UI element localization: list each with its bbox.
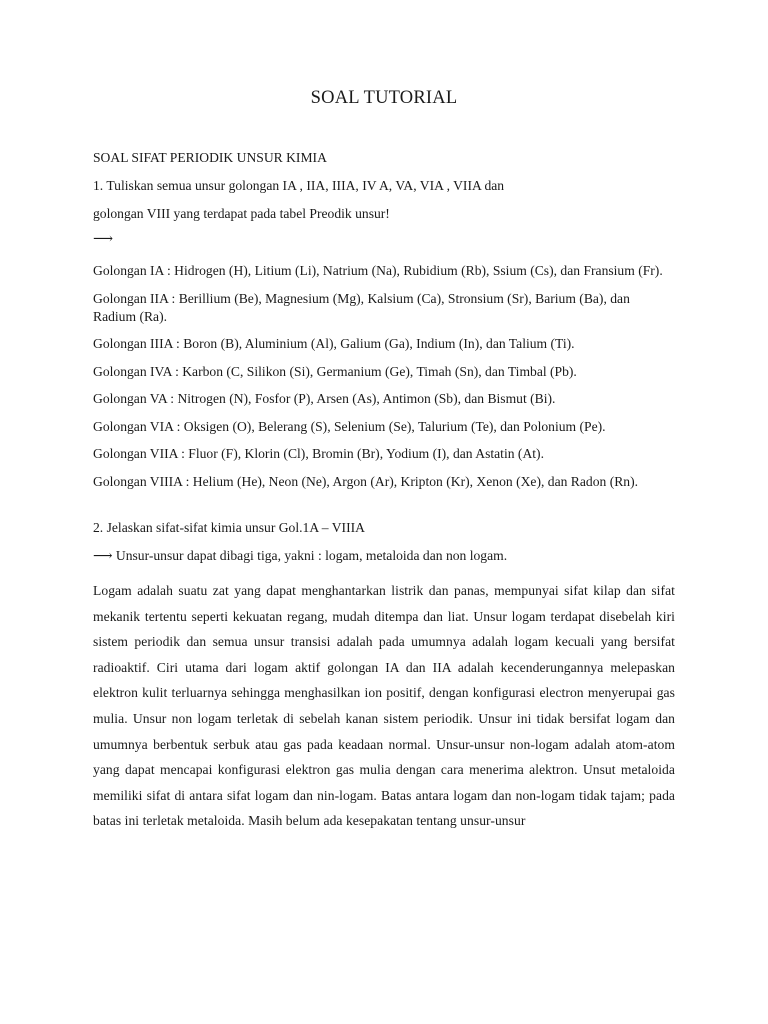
- group-iiia-item: Golongan IIIA : Boron (B), Aluminium (Al), Galium (Ga), Indium (In), dan Talium (Ti).: [93, 336, 575, 351]
- group-viia-item: Golongan VIIA : Fluor (F), Klorin (Cl), Bromin (Br), Yodium (I), dan Astatin (At).: [93, 446, 544, 461]
- arrow-icon: ⟶: [93, 232, 114, 247]
- group-va-item: Golongan VA : Nitrogen (N), Fosfor (P), Arsen (As), Antimon (Sb), dan Bismut (Bi).: [93, 391, 556, 406]
- section-subtitle: SOAL SIFAT PERIODIK UNSUR KIMIA: [93, 150, 327, 165]
- group-via-item: Golongan VIA : Oksigen (O), Belerang (S), Selenium (Se), Talurium (Te), dan Polonium (Pe).: [93, 418, 606, 434]
- group-iia-item: Golongan IIA : Berillium (Be), Magnesium (Mg), Kalsium (Ca), Stronsium (Sr), Barium (Ba), dan Radium (Ra).: [93, 290, 630, 324]
- group-ia-item: Golongan IA : Hidrogen (H), Litium (Li), Natrium (Na), Rubidium (Rb), Ssium (Cs), dan Fransium (Fr).: [93, 263, 663, 278]
- question-2-paragraph: Logam adalah suatu zat yang dapat menghantarkan listrik dan panas, mempunyai sifat kilap dan sifat mekanik tertentu seperti kekuatan regang, mudah ditempa dan liat. Unsur logam terdapat disebelah kiri sistem periodik dan semua unsur transisi adalah pada umumnya adalah logam kecuali yang bersifat radioaktif. Ciri utama dari logam aktif golongan IA dan IIA adalah kecenderungannya melepaskan elektron kulit terluarnya sehingga menghasilkan ion positif, dengan konfigurasi electron menyerupai gas mulia. Unsur non logam terletak di sebelah kanan sistem periodik. Unsur ini tidak bersifat logam dan umumnya berbentuk serbuk atau gas pada keadaan normal. Unsur-unsur non-logam adalah atom-atom yang dapat mencapai konfigurasi elektron gas mulia dengan cara menerima alektron. Unsut metaloida memiliki sifat di antara sifat logam dan nin-logam. Batas antara logam dan non-logam tidak tajam; pada batas ini terletak metaloida. Masih belum ada kesepakatan tentang unsur-unsur: [93, 583, 675, 829]
- page-title: SOAL TUTORIAL: [310, 88, 458, 108]
- document-body: [93, 149, 675, 834]
- question-1-line-2: golongan VIII yang terdapat pada tabel Preodik unsur!: [93, 206, 390, 221]
- question-2-answer-intro: ⟶ Unsur-unsur dapat dibagi tiga, yakni : logam, metaloida dan non logam.: [93, 548, 508, 563]
- group-iva-item: Golongan IVA : Karbon (C, Silikon (Si), Germanium (Ge), Timah (Sn), dan Timbal (Pb).: [93, 363, 577, 379]
- section-spacer: [93, 500, 675, 519]
- question-1-line-1: 1. Tuliskan semua unsur golongan IA , IIA, IIIA, IV A, VA, VIA , VIIA dan: [93, 178, 505, 193]
- group-viiia-item: Golongan VIIIA : Helium (He), Neon (Ne), Argon (Ar), Kripton (Kr), Xenon (Xe), dan Radon (Rn).: [93, 473, 639, 489]
- question-2-prompt: 2. Jelaskan sifat-sifat kimia unsur Gol.1A – VIIIA: [93, 520, 365, 535]
